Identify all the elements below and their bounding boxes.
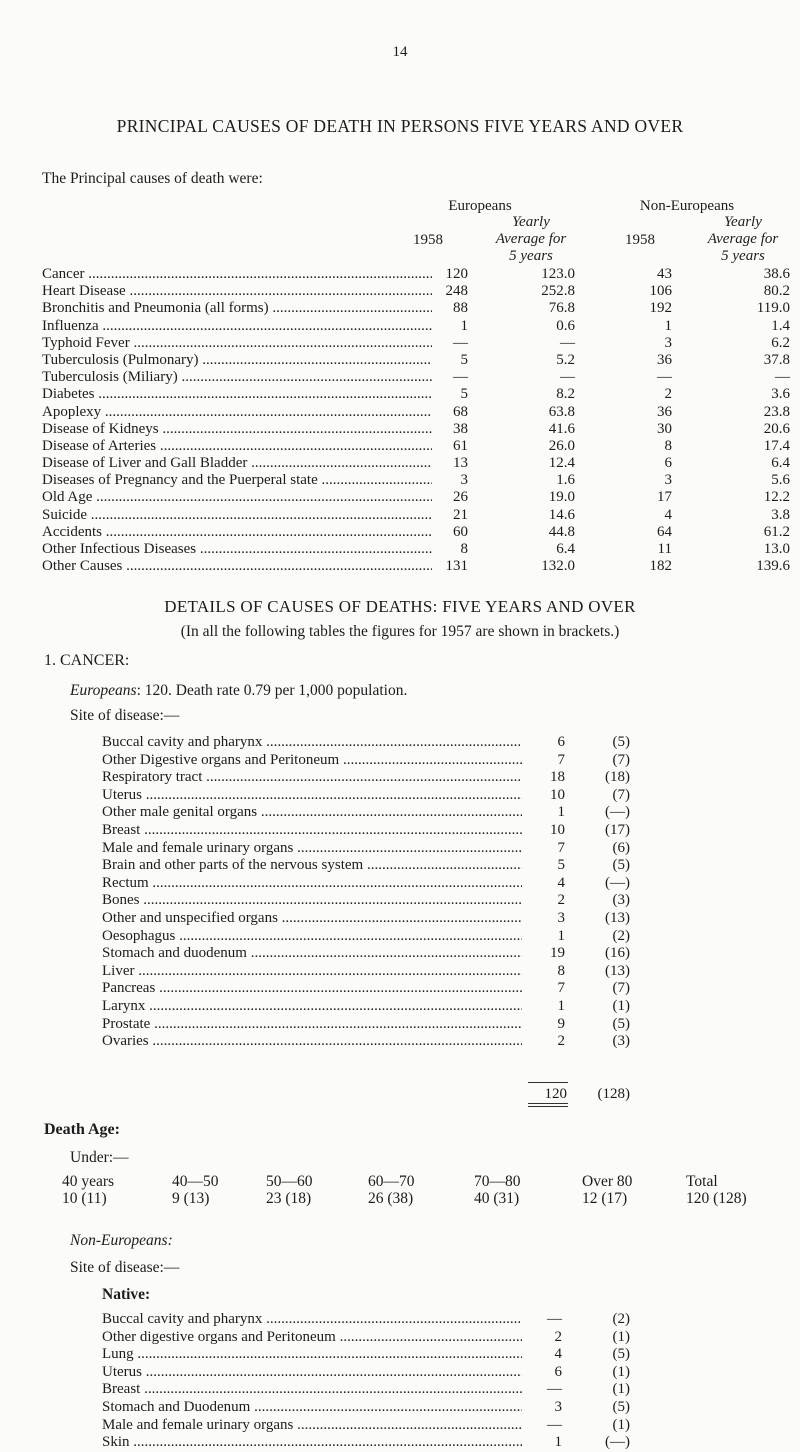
table-row bbox=[42, 335, 800, 352]
site-count-1957: (1) bbox=[612, 1381, 630, 1398]
total-rule-bottom-2 bbox=[528, 1106, 568, 1107]
site-count-1958: 18 bbox=[550, 769, 565, 786]
non-europeans-1958-value: 17 bbox=[657, 489, 672, 506]
death-age-heading: Death Age: bbox=[44, 1121, 120, 1138]
site-count-1958: 7 bbox=[557, 980, 565, 997]
site-count-1957: (—) bbox=[605, 804, 630, 821]
site-count-1958: — bbox=[547, 1416, 562, 1433]
non-europeans-average-value: 61.2 bbox=[763, 523, 790, 540]
non-europeans-1958-value: 36 bbox=[657, 403, 672, 420]
site-label: Larynx ..... bbox=[102, 998, 522, 1016]
europeans-average-value: 63.8 bbox=[548, 403, 575, 420]
site-label: Rectum ..... bbox=[102, 875, 522, 893]
non-europeans-average-value: 37.8 bbox=[763, 351, 790, 368]
site-count-1958: 9 bbox=[557, 1015, 565, 1032]
age-group bbox=[582, 1173, 682, 1207]
europeans-1958-value: 88 bbox=[453, 300, 468, 317]
europeans-1958-value: 60 bbox=[453, 523, 468, 540]
age-group bbox=[172, 1173, 272, 1207]
site-count-1957: (5) bbox=[612, 857, 630, 874]
europeans-1958-value: 3 bbox=[460, 472, 468, 489]
site-label: Bones ..... bbox=[102, 892, 522, 910]
list-item bbox=[102, 1033, 662, 1051]
site-label: Lung ..... bbox=[102, 1346, 522, 1364]
site-label: Ovaries ..... bbox=[102, 1033, 522, 1051]
age-group-value: 120 (128) bbox=[686, 1190, 747, 1207]
header-n-avg-line2: Average for bbox=[707, 231, 779, 247]
site-count-1958: 4 bbox=[557, 874, 565, 891]
site-count-1957: (16) bbox=[605, 945, 630, 962]
site-count-1958: 6 bbox=[554, 1363, 562, 1380]
non-europeans-1958-value: 182 bbox=[649, 558, 672, 575]
site-label: Breast ..... bbox=[102, 822, 522, 840]
list-item bbox=[102, 1364, 662, 1382]
table-row bbox=[42, 421, 800, 438]
non-europeans-average-value: 12.2 bbox=[763, 489, 790, 506]
list-item bbox=[102, 963, 662, 981]
site-label: Other digestive organs and Peritoneum ..... bbox=[102, 1329, 522, 1347]
table-row bbox=[42, 472, 800, 489]
site-count-1957: (3) bbox=[612, 892, 630, 909]
europeans-1958-value: 131 bbox=[445, 558, 468, 575]
site-count-1958: 1 bbox=[557, 804, 565, 821]
site-count-1957: (—) bbox=[605, 1434, 630, 1451]
list-item bbox=[102, 769, 662, 787]
cancer-total-prev: (128) bbox=[597, 1086, 630, 1102]
table-row bbox=[42, 266, 800, 283]
europeans-1958-value: 5 bbox=[460, 351, 468, 368]
site-count-1957: (5) bbox=[612, 734, 630, 750]
europeans-label: Europeans bbox=[70, 682, 137, 699]
age-group-label: 70—80 bbox=[474, 1173, 521, 1190]
non-europeans-site-label: Site of disease:— bbox=[70, 1259, 180, 1276]
site-count-1957: (2) bbox=[612, 1311, 630, 1327]
non-europeans-1958-value: 4 bbox=[664, 506, 672, 523]
site-label: Brain and other parts of the nervous system ..... bbox=[102, 857, 522, 875]
europeans-average-value: 5.2 bbox=[556, 351, 575, 368]
list-item bbox=[102, 945, 662, 963]
site-count-1957: (1) bbox=[612, 1363, 630, 1380]
non-europeans-1958-value: 1 bbox=[664, 317, 672, 334]
site-count-1958: 19 bbox=[550, 945, 565, 962]
age-group bbox=[266, 1173, 366, 1207]
site-count-1958: 2 bbox=[557, 1033, 565, 1050]
site-count-1957: (7) bbox=[612, 786, 630, 803]
cause-label: Tuberculosis (Pulmonary) ..... bbox=[42, 352, 432, 369]
cancer-heading: 1. CANCER: bbox=[44, 652, 130, 669]
site-count-1958: 7 bbox=[557, 839, 565, 856]
site-label: Liver ..... bbox=[102, 963, 522, 981]
list-item bbox=[102, 1346, 662, 1364]
header-n-average bbox=[690, 214, 796, 265]
table-row bbox=[42, 352, 800, 369]
site-count-1957: (2) bbox=[612, 927, 630, 944]
site-count-1957: (5) bbox=[612, 1015, 630, 1032]
non-europeans-1958-value: 11 bbox=[657, 541, 672, 557]
non-europeans-heading: Non-Europeans: bbox=[70, 1232, 173, 1249]
list-item bbox=[102, 998, 662, 1016]
europeans-summary bbox=[70, 682, 407, 700]
details-note: (In all the following tables the figures for 1957 are shown in brackets.) bbox=[180, 623, 620, 640]
cause-label: Old Age ..... bbox=[42, 489, 432, 506]
non-europeans-average-value: 6.4 bbox=[771, 455, 790, 472]
list-item bbox=[102, 980, 662, 998]
native-heading: Native: bbox=[102, 1286, 151, 1303]
site-count-1958: 5 bbox=[557, 857, 565, 874]
site-label: Skin ..... bbox=[102, 1434, 522, 1452]
non-europeans-1958-value: 106 bbox=[649, 283, 672, 300]
site-count-1957: (—) bbox=[605, 874, 630, 891]
age-group-label: 40 years bbox=[62, 1173, 115, 1190]
europeans-1958-value: 13 bbox=[453, 455, 468, 472]
non-europeans-average-value: 13.0 bbox=[763, 541, 790, 557]
non-europeans-average-value: 38.6 bbox=[763, 266, 790, 282]
list-item bbox=[102, 1399, 662, 1417]
europeans-1958-value: 248 bbox=[445, 283, 468, 300]
non-europeans-average-value: 80.2 bbox=[763, 283, 790, 300]
non-europeans-1958-value: 8 bbox=[664, 437, 672, 454]
table-row bbox=[42, 318, 800, 335]
table-row bbox=[42, 489, 800, 506]
under-label: Under:— bbox=[70, 1149, 129, 1166]
header-n-1958: 1958 bbox=[625, 232, 655, 248]
site-label: Other and unspecified organs ..... bbox=[102, 910, 522, 928]
non-europeans-1958-value: 36 bbox=[657, 351, 672, 368]
non-europeans-1958-value: 30 bbox=[657, 420, 672, 437]
header-n-avg-line1: Yearly bbox=[724, 214, 762, 230]
site-count-1958: 7 bbox=[557, 751, 565, 768]
non-europeans-1958-value: 2 bbox=[664, 386, 672, 403]
non-europeans-average-value: 5.6 bbox=[771, 472, 790, 489]
site-count-1957: (5) bbox=[612, 1346, 630, 1363]
list-item bbox=[102, 857, 662, 875]
age-group bbox=[62, 1173, 162, 1207]
list-item bbox=[102, 928, 662, 946]
list-item bbox=[102, 1417, 662, 1435]
list-item bbox=[102, 734, 662, 752]
list-item bbox=[102, 787, 662, 805]
europeans-average-value: 0.6 bbox=[556, 317, 575, 334]
europeans-average-value: 76.8 bbox=[548, 300, 575, 317]
age-group bbox=[686, 1173, 786, 1207]
non-europeans-1958-value: — bbox=[657, 369, 672, 386]
list-item bbox=[102, 1329, 662, 1347]
site-label: Other Digestive organs and Peritoneum ..... bbox=[102, 752, 522, 770]
site-count-1958: — bbox=[547, 1381, 562, 1398]
europeans-1958-value: 8 bbox=[460, 541, 468, 557]
non-europeans-1958-value: 43 bbox=[657, 266, 672, 282]
europeans-average-value: 26.0 bbox=[548, 437, 575, 454]
europeans-average-value: 12.4 bbox=[548, 455, 575, 472]
non-europeans-average-value: — bbox=[775, 369, 790, 386]
europeans-average-value: — bbox=[560, 369, 575, 386]
cause-label: Other Infectious Diseases ..... bbox=[42, 541, 432, 558]
native-sites-table bbox=[102, 1311, 662, 1452]
age-group-value: 10 (11) bbox=[62, 1190, 107, 1207]
europeans-average-value: 8.2 bbox=[556, 386, 575, 403]
europeans-1958-value: 61 bbox=[453, 437, 468, 454]
header-e-avg-line2: Average for bbox=[495, 231, 567, 247]
header-non-europeans: Non-Europeans bbox=[639, 198, 735, 214]
europeans-1958-value: 21 bbox=[453, 506, 468, 523]
site-count-1958: 10 bbox=[550, 821, 565, 838]
site-count-1958: 3 bbox=[554, 1398, 562, 1415]
site-label: Uterus ..... bbox=[102, 787, 522, 805]
site-label: Other male genital organs ..... bbox=[102, 804, 522, 822]
europeans-1958-value: 1 bbox=[460, 317, 468, 334]
cause-label: Diabetes ..... bbox=[42, 386, 432, 403]
site-count-1958: 3 bbox=[557, 909, 565, 926]
site-count-1958: 6 bbox=[557, 734, 565, 750]
cause-label: Tuberculosis (Miliary) ..... bbox=[42, 369, 432, 386]
cause-label: Cancer ..... bbox=[42, 266, 432, 283]
europeans-average-value: 14.6 bbox=[548, 506, 575, 523]
non-europeans-1958-value: 6 bbox=[664, 455, 672, 472]
europeans-1958-value: 120 bbox=[445, 266, 468, 282]
site-count-1957: (7) bbox=[612, 751, 630, 768]
non-europeans-1958-value: 192 bbox=[649, 300, 672, 317]
non-europeans-average-value: 23.8 bbox=[763, 403, 790, 420]
site-label: Stomach and duodenum ..... bbox=[102, 945, 522, 963]
header-e-avg-line3: 5 years bbox=[509, 248, 553, 264]
cause-label: Disease of Kidneys ..... bbox=[42, 421, 432, 438]
europeans-average-value: 6.4 bbox=[556, 541, 575, 557]
europeans-average-value: 252.8 bbox=[541, 283, 575, 300]
table-row bbox=[42, 438, 800, 455]
table-row bbox=[42, 507, 800, 524]
table-row bbox=[42, 541, 800, 558]
site-label: Prostate ..... bbox=[102, 1016, 522, 1034]
site-count-1958: 2 bbox=[554, 1328, 562, 1345]
non-europeans-1958-value: 3 bbox=[664, 472, 672, 489]
cause-label: Other Causes ..... bbox=[42, 558, 432, 575]
table-row bbox=[42, 369, 800, 386]
europeans-text: : 120. Death rate 0.79 per 1,000 population. bbox=[136, 682, 408, 699]
site-label: Buccal cavity and pharynx ..... bbox=[102, 1311, 522, 1329]
site-count-1958: 2 bbox=[557, 892, 565, 909]
cause-label: Accidents ..... bbox=[42, 524, 432, 541]
cause-label: Influenza ..... bbox=[42, 318, 432, 335]
europeans-1958-value: 38 bbox=[453, 420, 468, 437]
site-label: Stomach and Duodenum ..... bbox=[102, 1399, 522, 1417]
non-europeans-average-value: 20.6 bbox=[763, 420, 790, 437]
europeans-average-value: 123.0 bbox=[541, 266, 575, 282]
cancer-sites-table bbox=[102, 734, 662, 1051]
europeans-average-value: 19.0 bbox=[548, 489, 575, 506]
site-count-1958: 8 bbox=[557, 962, 565, 979]
site-count-1958: 1 bbox=[557, 997, 565, 1014]
non-europeans-average-value: 6.2 bbox=[771, 334, 790, 351]
header-europeans: Europeans bbox=[448, 198, 512, 214]
cause-label: Suicide ..... bbox=[42, 507, 432, 524]
cancer-total: 120 bbox=[544, 1086, 567, 1102]
list-item bbox=[102, 1434, 662, 1452]
europeans-average-value: 41.6 bbox=[548, 420, 575, 437]
non-europeans-average-value: 1.4 bbox=[771, 317, 790, 334]
age-group-value: 26 (38) bbox=[368, 1190, 414, 1207]
site-count-1958: 1 bbox=[554, 1434, 562, 1451]
europeans-1958-value: 5 bbox=[460, 386, 468, 403]
non-europeans-average-value: 3.6 bbox=[771, 386, 790, 403]
list-item bbox=[102, 822, 662, 840]
age-group-value: 23 (18) bbox=[266, 1190, 312, 1207]
site-count-1957: (17) bbox=[605, 821, 630, 838]
table-row bbox=[42, 283, 800, 300]
list-item bbox=[102, 804, 662, 822]
non-europeans-average-value: 3.8 bbox=[771, 506, 790, 523]
non-europeans-average-value: 139.6 bbox=[756, 558, 790, 575]
site-count-1957: (6) bbox=[612, 839, 630, 856]
age-group bbox=[368, 1173, 468, 1207]
site-count-1958: 10 bbox=[550, 786, 565, 803]
site-count-1958: 4 bbox=[554, 1346, 562, 1363]
europeans-1958-value: 26 bbox=[453, 489, 468, 506]
site-label: Oesophagus ..... bbox=[102, 928, 522, 946]
cause-label: Apoplexy ..... bbox=[42, 404, 432, 421]
intro-text: The Principal causes of death were: bbox=[42, 170, 263, 187]
site-count-1957: (13) bbox=[605, 962, 630, 979]
site-count-1957: (13) bbox=[605, 909, 630, 926]
list-item bbox=[102, 1311, 662, 1329]
site-label: Buccal cavity and pharynx ..... bbox=[102, 734, 522, 752]
age-group bbox=[474, 1173, 574, 1207]
table-row bbox=[42, 386, 800, 403]
header-e-1958: 1958 bbox=[413, 232, 443, 248]
cause-label: Disease of Arteries ..... bbox=[42, 438, 432, 455]
non-europeans-1958-value: 64 bbox=[657, 523, 672, 540]
site-label: Male and female urinary organs ..... bbox=[102, 1417, 522, 1435]
total-rule-bottom-1 bbox=[528, 1103, 568, 1104]
non-europeans-average-value: 17.4 bbox=[763, 437, 790, 454]
europeans-average-value: — bbox=[560, 334, 575, 351]
total-rule-top bbox=[528, 1082, 568, 1083]
table-row bbox=[42, 300, 800, 317]
list-item bbox=[102, 1381, 662, 1399]
list-item bbox=[102, 752, 662, 770]
table-row bbox=[42, 524, 800, 541]
site-count-1958: — bbox=[547, 1311, 562, 1327]
list-item bbox=[102, 1016, 662, 1034]
cause-label: Typhoid Fever ..... bbox=[42, 335, 432, 352]
age-group-value: 9 (13) bbox=[172, 1190, 210, 1207]
site-count-1957: (3) bbox=[612, 1033, 630, 1050]
cause-label: Heart Disease ..... bbox=[42, 283, 432, 300]
europeans-1958-value: 68 bbox=[453, 403, 468, 420]
age-group-label: Total bbox=[686, 1173, 718, 1190]
europeans-1958-value: — bbox=[453, 369, 468, 386]
site-count-1957: (7) bbox=[612, 980, 630, 997]
age-group-label: 60—70 bbox=[368, 1173, 415, 1190]
header-e-avg-line1: Yearly bbox=[512, 214, 550, 230]
cause-label: Bronchitis and Pneumonia (all forms) ..... bbox=[42, 300, 432, 317]
list-item bbox=[102, 910, 662, 928]
non-europeans-1958-value: 3 bbox=[664, 334, 672, 351]
site-label: Uterus ..... bbox=[102, 1364, 522, 1382]
age-group-label: Over 80 bbox=[582, 1173, 633, 1190]
header-e-average bbox=[476, 214, 586, 265]
site-label: Breast ..... bbox=[102, 1381, 522, 1399]
site-count-1957: (5) bbox=[612, 1398, 630, 1415]
site-count-1957: (18) bbox=[605, 769, 630, 786]
table-row bbox=[42, 404, 800, 421]
site-count-1958: 1 bbox=[557, 927, 565, 944]
europeans-average-value: 1.6 bbox=[556, 472, 575, 489]
site-count-1957: (1) bbox=[612, 997, 630, 1014]
non-europeans-average-value: 119.0 bbox=[756, 300, 790, 317]
age-group-label: 50—60 bbox=[266, 1173, 313, 1190]
list-item bbox=[102, 892, 662, 910]
cause-label: Disease of Liver and Gall Bladder ..... bbox=[42, 455, 432, 472]
age-group-value: 40 (31) bbox=[474, 1190, 520, 1207]
site-count-1957: (1) bbox=[612, 1328, 630, 1345]
causes-table bbox=[42, 266, 800, 575]
age-group-label: 40—50 bbox=[172, 1173, 219, 1190]
list-item bbox=[102, 875, 662, 893]
age-group-value: 12 (17) bbox=[582, 1190, 628, 1207]
page-title: PRINCIPAL CAUSES OF DEATH IN PERSONS FIVE YEARS AND OVER bbox=[116, 116, 684, 136]
cause-label: Diseases of Pregnancy and the Puerperal state ..... bbox=[42, 472, 432, 489]
table-row bbox=[42, 455, 800, 472]
site-label: Pancreas ..... bbox=[102, 980, 522, 998]
table-row bbox=[42, 558, 800, 575]
europeans-1958-value: — bbox=[453, 334, 468, 351]
details-title: DETAILS OF CAUSES OF DEATHS: FIVE YEARS AND OVER bbox=[164, 597, 636, 616]
site-of-disease-label: Site of disease:— bbox=[70, 707, 180, 724]
site-count-1957: (1) bbox=[612, 1416, 630, 1433]
list-item bbox=[102, 840, 662, 858]
europeans-average-value: 132.0 bbox=[541, 558, 575, 575]
site-label: Male and female urinary organs ..... bbox=[102, 840, 522, 858]
site-label: Respiratory tract ..... bbox=[102, 769, 522, 787]
page-number: 14 bbox=[392, 44, 408, 60]
header-n-avg-line3: 5 years bbox=[721, 248, 765, 264]
europeans-average-value: 44.8 bbox=[548, 523, 575, 540]
